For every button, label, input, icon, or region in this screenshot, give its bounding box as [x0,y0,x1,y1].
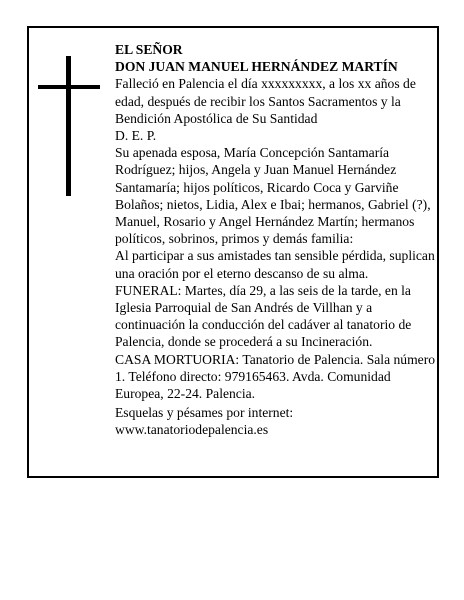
dep-line: D. E. P. [115,128,157,144]
deceased-name: DON JUAN MANUEL HERNÁNDEZ MARTÍN [115,59,398,75]
notice-heading-1: EL SEÑOR [115,42,183,57]
death-announcement: Falleció en Palencia el día xxxxxxxxx, a los xx años de edad, después de recibir los Santos Sacramentos y la Bendición Apostólica de Su Santidad [115,76,416,126]
obituary-notice [27,26,439,478]
internet-notice: Esquelas y pésames por internet: www.tanatoriodepalencia.es [115,405,294,438]
cross-horizontal-bar [38,85,100,89]
notice-text [115,41,437,439]
cross-vertical-bar [66,56,71,196]
family-list: Su apenada esposa, María Concepción Santamaría Rodríguez; hijos, Angela y Juan Manuel Hernández Santamaría; hijos políticos, Ricardo Coca y Garviñe Bolaños; nietos, Lidia, Alex e Ibai; hermanos, Gabriel (?), Manuel, Rosario y Angel Hernández Martín; hermanos políticos, sobrinos, primos y demás familia: [115,145,431,247]
funeral-home-details: CASA MORTUORIA: Tanatorio de Palencia. Sala número 1. Teléfono directo: 979165463. Avda. Comunidad Europea, 22-24. Palencia. [115,351,436,402]
prayer-request: Al participar a sus amistades tan sensible pérdida, suplican una oración por el eterno descanso de su alma. [115,248,435,281]
funeral-details: FUNERAL: Martes, día 29, a las seis de la tarde, en la Iglesia Parroquial de San Andrés de Villhan y a continuación la conducción del cadáver al tanatorio de Palencia, donde se procederá a su Incineración. [115,282,412,350]
